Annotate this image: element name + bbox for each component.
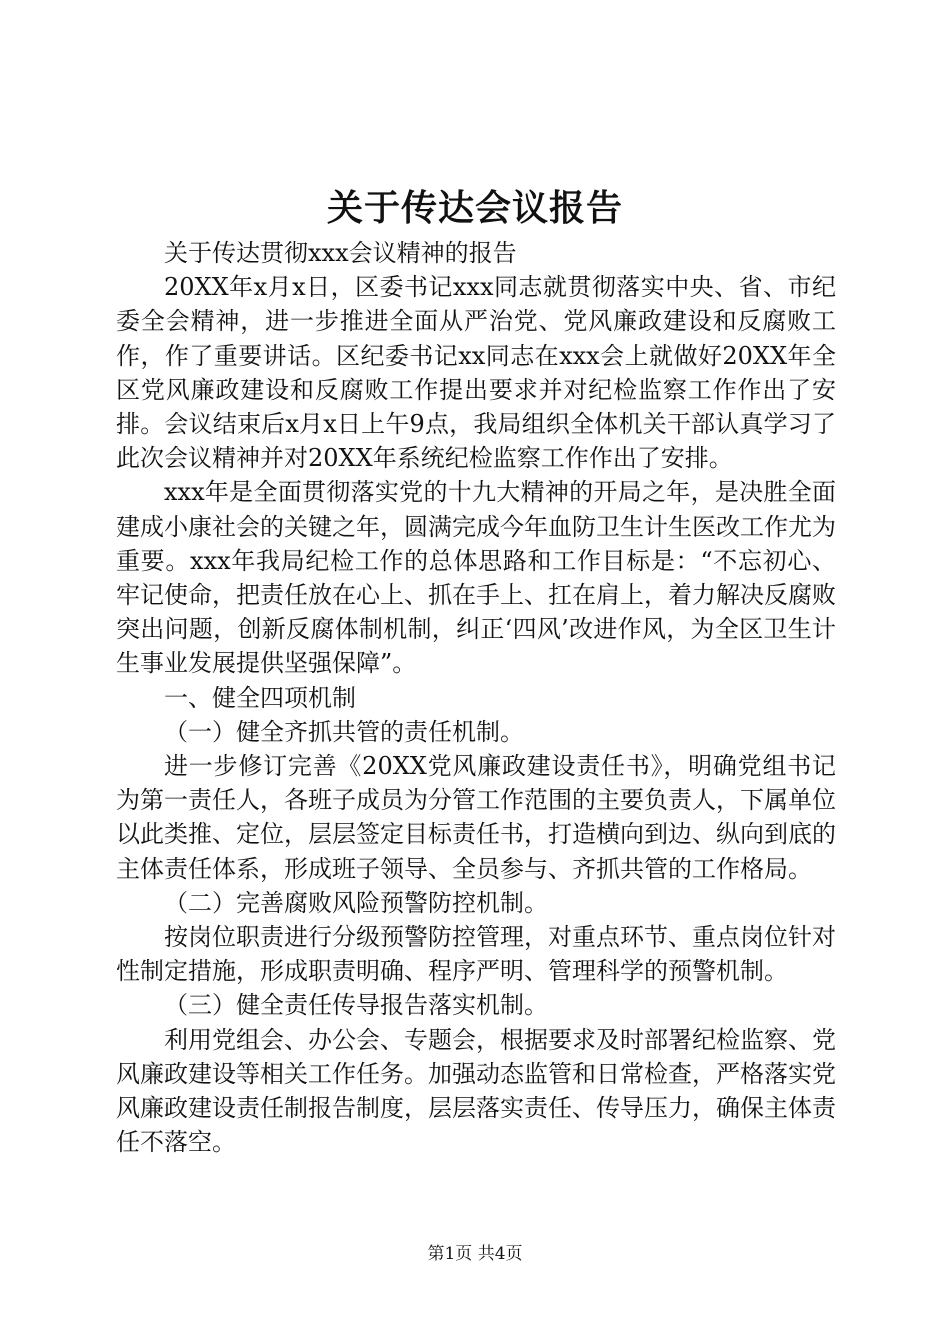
subheading-reporting: （三）健全责任传导报告落实机制。 [164, 991, 548, 1020]
paragraph-responsibility: 进一步修订完善《20XX党风廉政建设责任书》，明确党组书记为第一责任人，各班子成员为分管工作范围的主要负责人，下属单位以此类推、定位，层层签定目标责任书，打造横向到边、纵向到底的主体责任体系，形成班子领导、全员参与、齐抓共管的工作格局。 [116, 752, 836, 883]
page-number: 第1页 共4页 [427, 1244, 523, 1264]
section-heading-mechanisms: 一、健全四项机制 [164, 683, 356, 712]
document-body [116, 236, 836, 1159]
paragraph-reporting: 利用党组会、办公会、专题会，根据要求及时部署纪检监察、党风廉政建设等相关工作任务。加强动态监管和日常检查，严格落实党风廉政建设责任制报告制度，层层落实责任、传导压力，确保主体责任不落空。 [116, 1025, 836, 1157]
subheading-risk-warning: （二）完善腐败风险预警防控机制。 [164, 888, 548, 917]
paragraph-risk-warning: 按岗位职责进行分级预警防控管理，对重点环节、重点岗位针对性制定措施，形成职责明确、程序严明、管理科学的预警机制。 [116, 923, 836, 986]
document-title: 关于传达会议报告 [326, 187, 623, 229]
paragraph-work-goals: xxx年是全面贯彻落实党的十九大精神的开局之年，是决胜全面建成小康社会的关键之年，圆满完成今年血防卫生计生医改工作尤为重要。xxx年我局纪检工作的总体思路和工作目标是：“不忘初心、牢记使命，把责任放在心上、抓在手上、扛在肩上，着力解决反腐败突出问题，创新反腐体制机制，纠正‘四风’改进作风，为全区卫生计生事业发展提供坚强保障”。 [116, 478, 836, 678]
subheading-responsibility: （一）健全齐抓共管的责任机制。 [164, 717, 524, 746]
paragraph-meeting-summary: 20XX年x月x日，区委书记xxx同志就贯彻落实中央、省、市纪委全会精神，进一步推进全面从严治党、党风廉政建设和反腐败工作，作了重要讲话。区纪委书记xx同志在xxx会上就做好20XX年全区党风廉政建设和反腐败工作提出要求并对纪检监察工作作出了安排。会议结束后x月x日上午9点，我局组织全体机关干部认真学习了此次会议精神并对20XX年系统纪检监察工作作出了安排。 [116, 273, 836, 473]
report-subtitle: 关于传达贯彻xxx会议精神的报告 [164, 239, 517, 267]
